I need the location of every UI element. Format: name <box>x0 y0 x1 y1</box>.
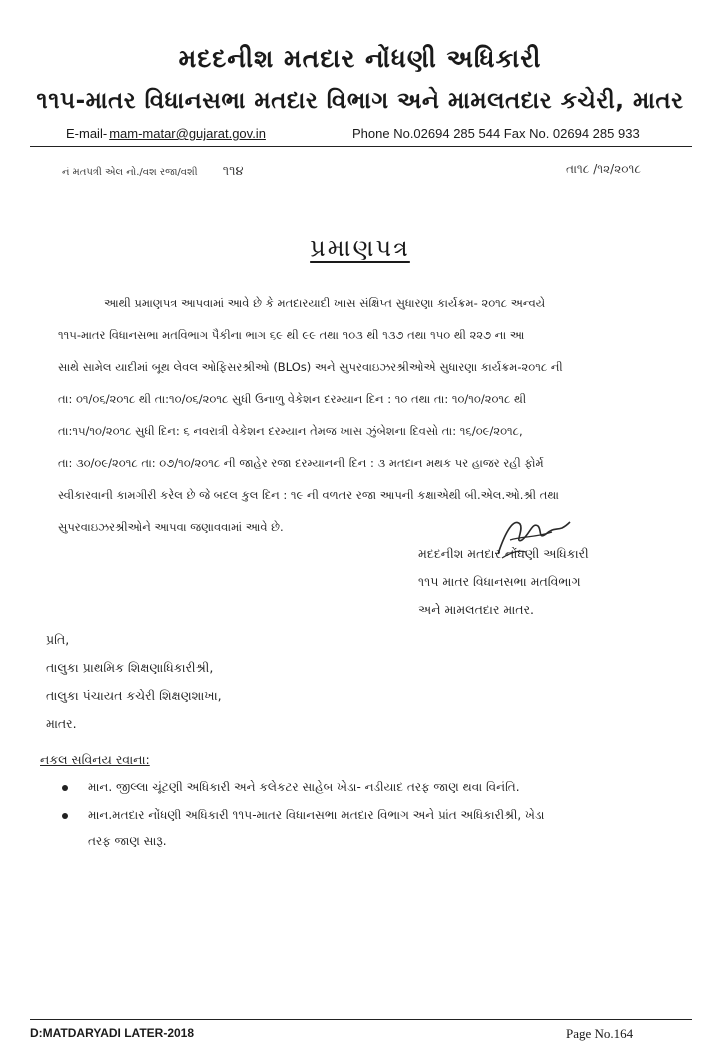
bullet-icon <box>62 813 68 819</box>
body-line: તા:૧૫/૧૦/૨૦૧૮ સુધી દિન: ૬ નવરાત્રી વેકેશન દરમ્યાન તેમજ ખાસ ઝુંબેશના દિવસો તા: ૧૬/૦૯/૨૦૧૮, <box>58 424 523 438</box>
copy-to-text: માન. જીલ્લા ચૂંટણી અધિકારી અને કલેકટર સાહેબ ખેડા- નડીયાદ તરફ જાણ થવા વિનંતિ. <box>88 780 520 794</box>
title-text: પ્રમાણપત્ર <box>310 234 410 262</box>
copy-to-text-continued: તરફ જાણ સારૂ. <box>88 834 167 848</box>
copy-to-text: માન.મતદાર નોંધણી અધિકારી ૧૧૫-માતર વિધાનસભા મતદાર વિભાગ અને પ્રાંત અધિકારીશ્રી, ખેડા <box>88 808 545 822</box>
copy-to-heading: નકલ સવિનય રવાના: <box>40 752 150 767</box>
copy-to-item <box>62 808 544 823</box>
bullet-icon <box>62 785 68 791</box>
body-line: તા: ૦૧/૦૬/૨૦૧૮ થી તા:૧૦/૦૬/૨૦૧૮ સુધી ઉનાળુ વેકેશન દરમ્યાન દિન : ૧૦ તથા તા: ૧૦/૧૦/૨૦૧૮ થી <box>58 392 527 406</box>
body-line: સ્વીકારવાની કામગીરી કરેલ છે જે બદલ કુલ દિન : ૧૯ ની વળતર રજા આપની કક્ષાએથી બી.એલ.ઓ.શ્રી તથા <box>58 488 559 502</box>
letterhead-contact: E-mail- mam-matar@gujarat.gov.in Phone No.02694 285 544 Fax No. 02694 285 933 <box>66 126 640 141</box>
outward-reference <box>62 164 244 179</box>
recipient-salutation: પ્રતિ, <box>46 632 70 647</box>
signatory-designation: મદદનીશ મતદાર નોંધણી અધિકારી <box>418 546 589 561</box>
letterhead-office-subtitle: ૧૧૫-માતર વિધાનસભા મતદાર વિભાગ અને મામલતદાર કચેરી, માતર <box>36 88 684 114</box>
footer-page-number: Page No.164 <box>566 1026 634 1041</box>
body-line: સાથે સામેલ યાદીમાં બૂથ લેવલ ઓફિસરશ્રીઓ (BLOs) અને સુપરવાઇઝરશ્રીઓએ સુધારણા કાર્યક્રમ-૨૦૧૮ ની <box>58 360 563 374</box>
outward-number: ૧૧૪ <box>222 164 244 179</box>
recipient-line: તાલુકા પંચાયત કચેરી શિક્ષણશાખા, <box>46 688 222 703</box>
letter-date: તા૧૮ /૧૨/૨૦૧૮ <box>566 162 641 176</box>
header-divider <box>30 146 692 147</box>
signatory-constituency: ૧૧૫ માતર વિધાનસભા મતવિભાગ <box>418 574 581 589</box>
body-line: તા: ૩૦/૦૯/૨૦૧૮ તા: ૦૭/૧૦/૨૦૧૮ ની જાહેર રજા દરમ્યાનની દિન : ૩ મતદાન મથક પર હાજર રહી ફોર્મ <box>58 456 544 470</box>
outward-label: નં મતપત્રી એલ નો./વશ રજા/વશી <box>62 167 198 178</box>
recipient-line: માતર. <box>46 716 77 731</box>
email-address: mam-matar@gujarat.gov.in <box>109 126 266 141</box>
phone-fax: Phone No.02694 285 544 Fax No. 02694 285 933 <box>352 126 640 141</box>
body-line: સુપરવાઇઝરશ્રીઓને આપવા જણાવવામાં આવે છે. <box>58 520 284 534</box>
email-label: E-mail <box>66 126 103 141</box>
footer-file-reference: D:MATDARYADI LATER-2018 <box>30 1026 195 1040</box>
document-title <box>0 234 720 262</box>
recipient-line: તાલુકા પ્રાથમિક શિક્ષણાધિકારીશ્રી, <box>46 660 214 675</box>
body-line: ૧૧૫-માતર વિધાનસભા મતવિભાગ પૈકીના ભાગ ૬૯ થી ૯૯ તથા ૧૦૩ થી ૧૩૭ તથા ૧૫૦ થી ૨૨૭ ના આ <box>58 328 525 342</box>
footer-divider <box>30 1019 692 1020</box>
body-line: આથી પ્રમાણપત્ર આપવામાં આવે છે કે મતદારયાદી ખાસ સંક્ષિપ્ત સુધારણા કાર્યક્રમ- ૨૦૧૮ અન્વયે <box>104 296 546 310</box>
copy-to-item <box>62 780 520 795</box>
signatory-office: અને મામલતદાર માતર. <box>418 602 535 617</box>
letterhead-office-title: મદદનીશ મતદાર નોંધણી અધિકારી <box>178 44 542 73</box>
